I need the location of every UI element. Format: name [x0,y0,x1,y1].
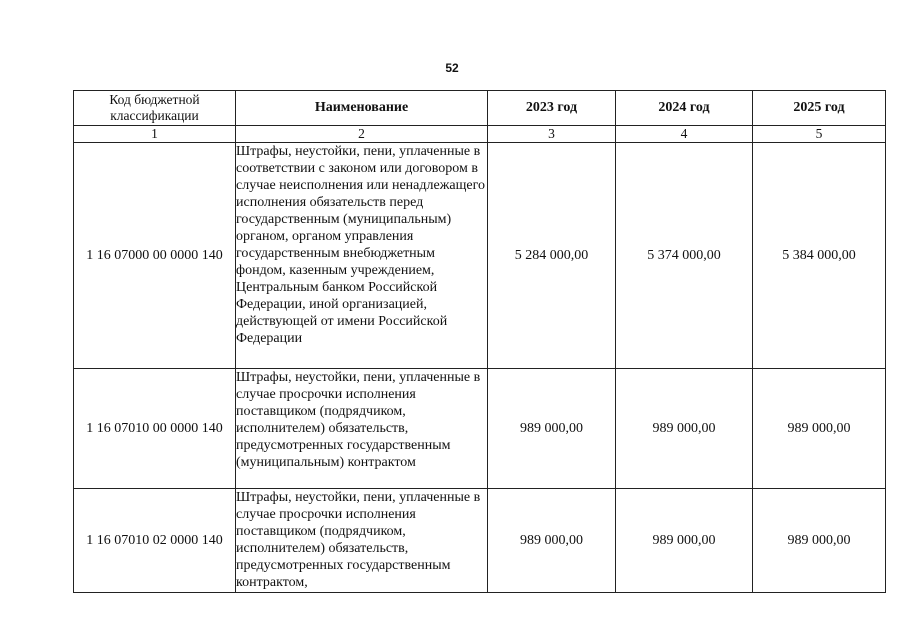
header-2025: 2025 год [753,91,886,126]
budget-code: 1 16 07000 00 0000 140 [74,143,236,369]
header-2024: 2024 год [616,91,753,126]
amount-2023: 989 000,00 [488,489,616,593]
column-number: 4 [616,126,753,143]
column-number: 1 [74,126,236,143]
row-description: Штрафы, неустойки, пени, уплаченные в случае просрочки исполнения поставщиком (подрядчиком, исполнителем) обязательств, предусмотренных государственным контрактом, [236,489,488,593]
table-row [74,489,886,593]
header-row [74,91,886,126]
amount-2025: 5 384 000,00 [753,143,886,369]
column-number: 5 [753,126,886,143]
budget-table [73,90,886,593]
table-row [74,143,886,369]
page-number: 52 [445,61,459,75]
column-number: 3 [488,126,616,143]
amount-2025: 989 000,00 [753,369,886,489]
header-2023: 2023 год [488,91,616,126]
row-description: Штрафы, неустойки, пени, уплаченные в случае просрочки исполнения поставщиком (подрядчиком, исполнителем) обязательств, предусмотренных государственным (муниципальным) контрактом [236,369,488,489]
amount-2023: 989 000,00 [488,369,616,489]
budget-code: 1 16 07010 00 0000 140 [74,369,236,489]
row-description: Штрафы, неустойки, пени, уплаченные в соответствии с законом или договором в случае неисполнения или ненадлежащего исполнения обязательств перед государственным (муниципальным) органом, органом управления государственным внебюджетным фондом, казенным учреждением, Центральным банком Российской Федерации, иной организацией, действующей от имени Российской Федерации [236,143,488,369]
header-code: Код бюджетной классификации [74,91,236,126]
amount-2025: 989 000,00 [753,489,886,593]
amount-2024: 5 374 000,00 [616,143,753,369]
amount-2024: 989 000,00 [616,489,753,593]
amount-2023: 5 284 000,00 [488,143,616,369]
amount-2024: 989 000,00 [616,369,753,489]
table-row [74,369,886,489]
header-name: Наименование [236,91,488,126]
budget-code: 1 16 07010 02 0000 140 [74,489,236,593]
column-number: 2 [236,126,488,143]
column-number-row [74,126,886,143]
